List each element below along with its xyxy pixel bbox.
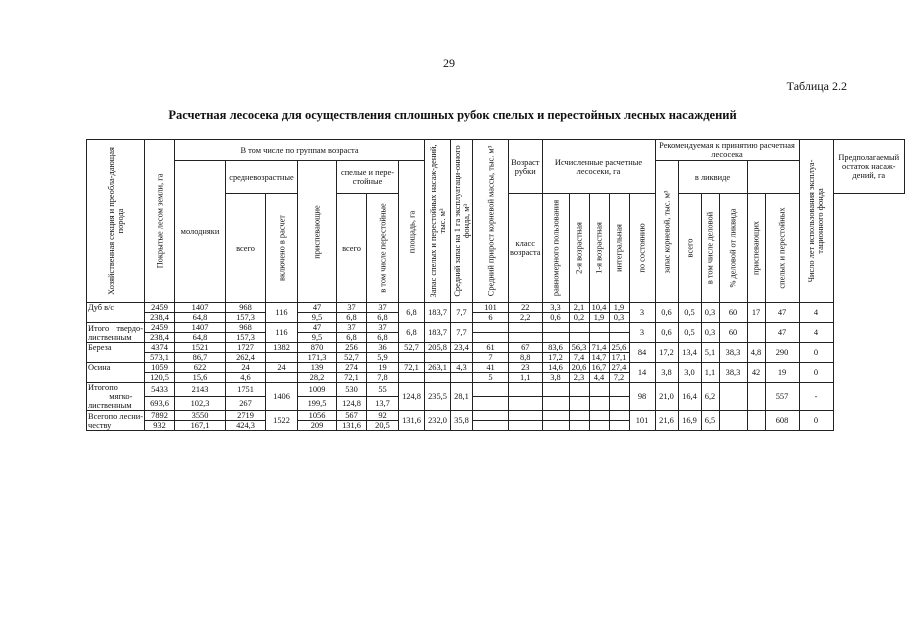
cell-age1: 2,3 bbox=[569, 373, 589, 383]
cell-rec-area: 14 bbox=[629, 363, 655, 383]
cell-young: 167,1 bbox=[175, 421, 226, 431]
row-label: Осина bbox=[87, 363, 145, 383]
cell-age: 7 bbox=[473, 353, 509, 363]
cell-mat-total: 6,8 bbox=[337, 333, 367, 343]
cell-mid-total: 267 bbox=[226, 397, 266, 411]
cell-rec-area: 3 bbox=[629, 303, 655, 323]
cell-area: 1059 bbox=[145, 363, 175, 373]
cell-age1 bbox=[569, 333, 589, 343]
page-number: 29 bbox=[443, 56, 455, 70]
cell-mat-total: 131,6 bbox=[337, 421, 367, 431]
cell-mat-incl: 37 bbox=[367, 323, 399, 333]
cell-age bbox=[473, 383, 509, 397]
cell-age2: 3,3 bbox=[542, 303, 569, 313]
cell-uniform: 1,1 bbox=[509, 373, 543, 383]
cell-stock: 131,6 bbox=[399, 411, 425, 431]
cell-rec-business: 1,1 bbox=[701, 363, 719, 383]
header-middle: средневозрастные bbox=[226, 161, 298, 194]
cell-age: 101 bbox=[473, 303, 509, 313]
cell-uniform: 2,2 bbox=[509, 313, 543, 323]
row-label: Дуб в/с bbox=[87, 303, 145, 323]
cell-mid-total: 1751 bbox=[226, 383, 266, 397]
cell-rec-pct bbox=[719, 411, 747, 431]
cell-mat-incl: 6,8 bbox=[367, 313, 399, 323]
cell-mat-incl: 19 bbox=[367, 363, 399, 373]
cell-young: 1407 bbox=[175, 323, 226, 333]
cell-premature: 9,5 bbox=[298, 313, 337, 323]
cell-rec-stock: 0,6 bbox=[655, 323, 678, 343]
header-mature-incl: в том числе перестойные bbox=[367, 194, 399, 303]
cell-years bbox=[747, 411, 765, 431]
cell-integral: 71,4 bbox=[589, 343, 609, 353]
cell-young: 64,8 bbox=[175, 313, 226, 323]
cell-mid-total: 157,3 bbox=[226, 313, 266, 323]
cell-mid-incl: 24 bbox=[266, 363, 298, 373]
header-mature-total: всего bbox=[337, 194, 367, 303]
cell-rem-mature: 0 bbox=[799, 363, 833, 383]
header-rec-business-pct: % деловой от ликвида bbox=[719, 194, 747, 303]
cell-rec-liquid: 3,0 bbox=[678, 363, 701, 383]
cell-rec-liquid: 0,5 bbox=[678, 323, 701, 343]
cell-rec-stock: 21,0 bbox=[655, 383, 678, 411]
cell-mat-incl: 55 bbox=[367, 383, 399, 397]
cell-integral bbox=[589, 397, 609, 411]
cell-mid-incl: 1406 bbox=[266, 383, 298, 411]
cell-age bbox=[473, 411, 509, 421]
cell-age1 bbox=[569, 421, 589, 431]
cell-age1 bbox=[569, 397, 589, 411]
cell-mid-total: 968 bbox=[226, 323, 266, 333]
table-row-birch bbox=[87, 343, 905, 353]
cell-rec-liquid: 16,9 bbox=[678, 411, 701, 431]
cell-uniform bbox=[509, 383, 543, 397]
cell-mat-incl: 20,5 bbox=[367, 421, 399, 431]
cell-age2: 0,6 bbox=[542, 313, 569, 323]
cell-cond bbox=[609, 323, 629, 333]
cell-cond bbox=[609, 421, 629, 431]
cell-avg-stock: 235,5 bbox=[425, 383, 451, 411]
cell-cond bbox=[609, 383, 629, 397]
cell-age bbox=[473, 397, 509, 411]
header-avg-stock: Средний запас на 1 га эксплуатаци-онного фонда, м³ bbox=[451, 140, 473, 303]
cell-stock: 52,7 bbox=[399, 343, 425, 353]
cell-rec-stock: 17,2 bbox=[655, 343, 678, 363]
cell-young: 1521 bbox=[175, 343, 226, 353]
cell-area: 2459 bbox=[145, 303, 175, 313]
cell-mat-total: 72,1 bbox=[337, 373, 367, 383]
cell-mat-incl: 37 bbox=[367, 303, 399, 313]
cell-rec-business: 0,3 bbox=[701, 323, 719, 343]
cell-uniform: 22 bbox=[509, 303, 543, 313]
row-label: Итого твердо- лиственным bbox=[88, 323, 143, 342]
cell-area: 5433 bbox=[145, 383, 175, 397]
cell-area: 120,5 bbox=[145, 373, 175, 383]
cell-rem-mature: 4 bbox=[799, 303, 833, 323]
cell-integral bbox=[589, 383, 609, 397]
cell-mid-total: 2719 bbox=[226, 411, 266, 421]
cell-stock bbox=[399, 373, 425, 383]
cell-age2: 3,8 bbox=[542, 373, 569, 383]
header-rec-cut: Рекомендуемая к принятию расчетная лесосека bbox=[655, 140, 799, 161]
cell-uniform bbox=[509, 411, 543, 421]
table-label: Таблица 2.2 bbox=[786, 79, 847, 93]
cell-cond bbox=[609, 397, 629, 411]
cell-growth: 28,1 bbox=[451, 383, 473, 411]
cutting-area-table bbox=[86, 139, 905, 431]
cell-rec-liquid: 0,5 bbox=[678, 303, 701, 323]
cell-integral: 16,7 bbox=[589, 363, 609, 373]
cell-mat-incl: 6,8 bbox=[367, 333, 399, 343]
cell-rec-liquid: 13,4 bbox=[678, 343, 701, 363]
cell-mat-total: 256 bbox=[337, 343, 367, 353]
cell-young: 2143 bbox=[175, 383, 226, 397]
cell-age2: 14,6 bbox=[542, 363, 569, 373]
cell-mat-incl: 92 bbox=[367, 411, 399, 421]
cell-rec-area: 3 bbox=[629, 323, 655, 343]
header-calc-uniform: равномерного пользования bbox=[542, 194, 569, 303]
cell-age1: 7,4 bbox=[569, 353, 589, 363]
cell-cond: 1,9 bbox=[609, 303, 629, 313]
cell-cond: 17,1 bbox=[609, 353, 629, 363]
cell-rec-business: 6,5 bbox=[701, 411, 719, 431]
cell-avg-stock: 205,8 bbox=[425, 343, 451, 353]
cell-rem-premature: 608 bbox=[765, 411, 799, 431]
cell-mat-incl: 13,7 bbox=[367, 397, 399, 411]
cell-young: 15,6 bbox=[175, 373, 226, 383]
cell-integral bbox=[589, 411, 609, 421]
cell-growth: 23,4 bbox=[451, 343, 473, 353]
cell-age1: 2,1 bbox=[569, 303, 589, 313]
header-rec-area: площадь, га bbox=[399, 161, 425, 303]
cell-premature: 1009 bbox=[298, 383, 337, 397]
header-calc-cut: Исчисленные расчетные лесосеки, га bbox=[542, 140, 655, 194]
cell-mat-total: 274 bbox=[337, 363, 367, 373]
cell-mat-total: 567 bbox=[337, 411, 367, 421]
cell-age2 bbox=[542, 411, 569, 421]
header-rec-liquid: в ликвиде bbox=[678, 161, 747, 194]
cell-cond bbox=[609, 333, 629, 343]
header-middle-incl: включено в расчет bbox=[266, 194, 298, 303]
cell-rem-premature: 290 bbox=[765, 343, 799, 363]
cell-age2 bbox=[542, 421, 569, 431]
cell-age2: 17,2 bbox=[542, 353, 569, 363]
cell-age: 5 bbox=[473, 373, 509, 383]
header-calc-age1: 1-я возрастная bbox=[589, 194, 609, 303]
cell-cond: 27,4 bbox=[609, 363, 629, 373]
cell-mid-total: 1727 bbox=[226, 343, 266, 353]
cell-mat-total: 530 bbox=[337, 383, 367, 397]
cell-age: 41 bbox=[473, 363, 509, 373]
cell-mid-total: 424,3 bbox=[226, 421, 266, 431]
cell-mat-total: 52,7 bbox=[337, 353, 367, 363]
row-label: Береза bbox=[87, 343, 145, 363]
header-stock-mature: Запас спелых и перестойных насаж-дений, тыс. м³ bbox=[425, 140, 451, 303]
header-rec-liquid-business: в том числе деловой bbox=[701, 194, 719, 303]
cell-stock: 124,8 bbox=[399, 383, 425, 411]
cell-cond: 0,3 bbox=[609, 313, 629, 323]
cell-rem-mature: 0 bbox=[799, 411, 833, 431]
cell-premature: 199,5 bbox=[298, 397, 337, 411]
header-rec-stock: запас корневой, тыс. м³ bbox=[655, 161, 678, 303]
cell-mat-total: 6,8 bbox=[337, 313, 367, 323]
cell-years bbox=[747, 383, 765, 411]
cell-premature: 47 bbox=[298, 303, 337, 313]
cell-age: 6 bbox=[473, 313, 509, 323]
cell-growth: 7,7 bbox=[451, 303, 473, 323]
cell-premature: 47 bbox=[298, 323, 337, 333]
table-title: Расчетная лесосека для осуществления сплошных рубок спелых и перестойных лесных насаждений bbox=[168, 108, 737, 122]
header-age-groups: В том числе по группам возраста bbox=[175, 140, 425, 161]
cell-premature: 28,2 bbox=[298, 373, 337, 383]
header-mature-over: спелые и пере-стойные bbox=[337, 161, 399, 194]
cell-young: 622 bbox=[175, 363, 226, 373]
cell-rec-pct: 60 bbox=[719, 323, 747, 343]
cell-mat-total: 124,8 bbox=[337, 397, 367, 411]
header-remainder: Предполагаемый остаток насаж-дений, га bbox=[833, 140, 905, 194]
cell-uniform bbox=[509, 421, 543, 431]
cell-rem-premature: 47 bbox=[765, 303, 799, 323]
cell-rec-business: 5,1 bbox=[701, 343, 719, 363]
cell-premature: 870 bbox=[298, 343, 337, 353]
cell-rec-pct: 38,3 bbox=[719, 363, 747, 383]
header-calc-condition: по состоянию bbox=[629, 194, 655, 303]
cell-mid-incl bbox=[266, 373, 298, 383]
cell-age2: 83,6 bbox=[542, 343, 569, 353]
cell-uniform: 8,8 bbox=[509, 353, 543, 363]
cell-cond: 7,2 bbox=[609, 373, 629, 383]
cell-young: 64,8 bbox=[175, 333, 226, 343]
cell-stock: 72,1 bbox=[399, 363, 425, 373]
header-rec-liquid-total: всего bbox=[678, 194, 701, 303]
cell-mid-incl: 116 bbox=[266, 303, 298, 323]
cell-premature: 139 bbox=[298, 363, 337, 373]
cell-rem-premature: 557 bbox=[765, 383, 799, 411]
table-row-softwood-total bbox=[87, 383, 905, 397]
cell-area: 932 bbox=[145, 421, 175, 431]
cell-mid-total: 262,4 bbox=[226, 353, 266, 363]
cell-premature: 9,5 bbox=[298, 333, 337, 343]
cell-age bbox=[473, 421, 509, 431]
cell-growth: 7,7 bbox=[451, 323, 473, 343]
cell-mid-total: 968 bbox=[226, 303, 266, 313]
cell-rem-premature: 19 bbox=[765, 363, 799, 383]
cell-young: 86,7 bbox=[175, 353, 226, 363]
cell-integral bbox=[589, 333, 609, 343]
row-label: Всего по лесни- честву bbox=[88, 411, 143, 430]
cell-area: 693,6 bbox=[145, 397, 175, 411]
cell-rec-business: 0,3 bbox=[701, 303, 719, 323]
cell-years: 42 bbox=[747, 363, 765, 383]
cell-rec-liquid: 16,4 bbox=[678, 383, 701, 411]
cell-rec-stock: 3,8 bbox=[655, 363, 678, 383]
cell-uniform bbox=[509, 397, 543, 411]
cell-mid-incl bbox=[266, 353, 298, 363]
cell-age bbox=[473, 333, 509, 343]
cell-rec-pct: 38,3 bbox=[719, 343, 747, 363]
cell-years: 17 bbox=[747, 303, 765, 323]
header-calc-integral: интегральная bbox=[609, 194, 629, 303]
cell-age bbox=[473, 323, 509, 333]
cell-rem-mature: 4 bbox=[799, 323, 833, 343]
table-row-oak bbox=[87, 303, 905, 313]
cell-age1: 56,3 bbox=[569, 343, 589, 353]
cell-uniform: 67 bbox=[509, 343, 543, 353]
cell-stock bbox=[399, 353, 425, 363]
table-row-grand-total bbox=[87, 411, 905, 421]
cell-avg-stock: 263,1 bbox=[425, 363, 451, 373]
cell-growth bbox=[451, 373, 473, 383]
cell-area: 4374 bbox=[145, 343, 175, 353]
header-calc-age2: 2-я возрастная bbox=[569, 194, 589, 303]
header-young: молодняки bbox=[175, 161, 226, 303]
cell-mat-total: 37 bbox=[337, 303, 367, 313]
cell-integral: 10,4 bbox=[589, 303, 609, 313]
cell-rec-pct: 60 bbox=[719, 303, 747, 323]
cell-mat-incl: 7,8 bbox=[367, 373, 399, 383]
cell-rec-stock: 0,6 bbox=[655, 303, 678, 323]
cell-mat-incl: 36 bbox=[367, 343, 399, 353]
cell-premature: 1056 bbox=[298, 411, 337, 421]
cell-avg-stock: 183,7 bbox=[425, 303, 451, 323]
cell-premature: 171,3 bbox=[298, 353, 337, 363]
cell-rec-business: 6,2 bbox=[701, 383, 719, 411]
cell-age1: 0,2 bbox=[569, 313, 589, 323]
cell-age1: 20,6 bbox=[569, 363, 589, 373]
cell-uniform: 23 bbox=[509, 363, 543, 373]
cell-premature: 209 bbox=[298, 421, 337, 431]
cell-rec-area: 98 bbox=[629, 383, 655, 411]
cell-rem-mature: - bbox=[799, 383, 833, 411]
cell-years: 4,8 bbox=[747, 343, 765, 363]
cell-years bbox=[747, 323, 765, 343]
cell-cond bbox=[609, 411, 629, 421]
cell-rec-pct bbox=[719, 383, 747, 411]
header-middle-total: всего bbox=[226, 194, 266, 303]
cell-integral bbox=[589, 323, 609, 333]
cell-area: 238,4 bbox=[145, 313, 175, 323]
cell-young: 3550 bbox=[175, 411, 226, 421]
header-section: Хозяйственная секция и преобла-дающая порода bbox=[87, 140, 145, 303]
header-cut-age: Возраст рубки bbox=[509, 140, 543, 194]
cell-area: 2459 bbox=[145, 323, 175, 333]
cell-mat-incl: 5,9 bbox=[367, 353, 399, 363]
cell-age1 bbox=[569, 323, 589, 333]
header-remainder-premature: приспевающих bbox=[747, 194, 765, 303]
cell-avg-stock bbox=[425, 373, 451, 383]
cell-area: 238,4 bbox=[145, 333, 175, 343]
cell-young: 102,3 bbox=[175, 397, 226, 411]
cell-area: 7892 bbox=[145, 411, 175, 421]
cell-rec-area: 101 bbox=[629, 411, 655, 431]
cell-age2 bbox=[542, 323, 569, 333]
header-remainder-mature: спелых и перестойных bbox=[765, 194, 799, 303]
cell-stock: 6,8 bbox=[399, 303, 425, 323]
cell-rec-stock: 21,6 bbox=[655, 411, 678, 431]
header-area: Покрытые лесом земли, га bbox=[145, 140, 175, 303]
table-row-aspen bbox=[87, 363, 905, 373]
cell-age1 bbox=[569, 383, 589, 397]
row-label: Итого по мягко- лиственным bbox=[87, 383, 145, 411]
cell-mat-total: 37 bbox=[337, 323, 367, 333]
cell-growth bbox=[451, 353, 473, 363]
header-avg-growth: Средний прирост корневой массы, тыс. м³ bbox=[473, 140, 509, 303]
header-cut-age-class: класс возраста bbox=[509, 194, 543, 303]
cell-integral bbox=[589, 421, 609, 431]
cell-mid-total: 4,6 bbox=[226, 373, 266, 383]
cell-rem-premature: 47 bbox=[765, 323, 799, 343]
header-premature: приспевающие bbox=[298, 161, 337, 303]
cell-integral: 1,9 bbox=[589, 313, 609, 323]
cell-age2 bbox=[542, 333, 569, 343]
cell-mid-incl: 1382 bbox=[266, 343, 298, 353]
cell-uniform bbox=[509, 323, 543, 333]
cell-age2 bbox=[542, 383, 569, 397]
cell-mid-incl: 1522 bbox=[266, 411, 298, 431]
cell-growth: 4,3 bbox=[451, 363, 473, 373]
cell-integral: 4,4 bbox=[589, 373, 609, 383]
cell-young: 1407 bbox=[175, 303, 226, 313]
cell-mid-total: 157,3 bbox=[226, 333, 266, 343]
cell-stock: 6,8 bbox=[399, 323, 425, 343]
cell-rec-area: 84 bbox=[629, 343, 655, 363]
table-row-hardwood-total bbox=[87, 323, 905, 333]
cell-cond: 25,6 bbox=[609, 343, 629, 353]
cell-mid-total: 24 bbox=[226, 363, 266, 373]
cell-rem-mature: 0 bbox=[799, 343, 833, 363]
cell-age: 61 bbox=[473, 343, 509, 353]
cell-avg-stock: 183,7 bbox=[425, 323, 451, 343]
cell-growth: 35,8 bbox=[451, 411, 473, 431]
cell-uniform bbox=[509, 333, 543, 343]
cell-avg-stock: 232,0 bbox=[425, 411, 451, 431]
cell-area: 573,1 bbox=[145, 353, 175, 363]
cell-age1 bbox=[569, 411, 589, 421]
header-years-use: Число лет использования эксплуа-тационного фонда bbox=[799, 140, 833, 303]
cell-age2 bbox=[542, 397, 569, 411]
cell-mid-incl: 116 bbox=[266, 323, 298, 343]
cell-integral: 14,7 bbox=[589, 353, 609, 363]
cell-avg-stock bbox=[425, 353, 451, 363]
